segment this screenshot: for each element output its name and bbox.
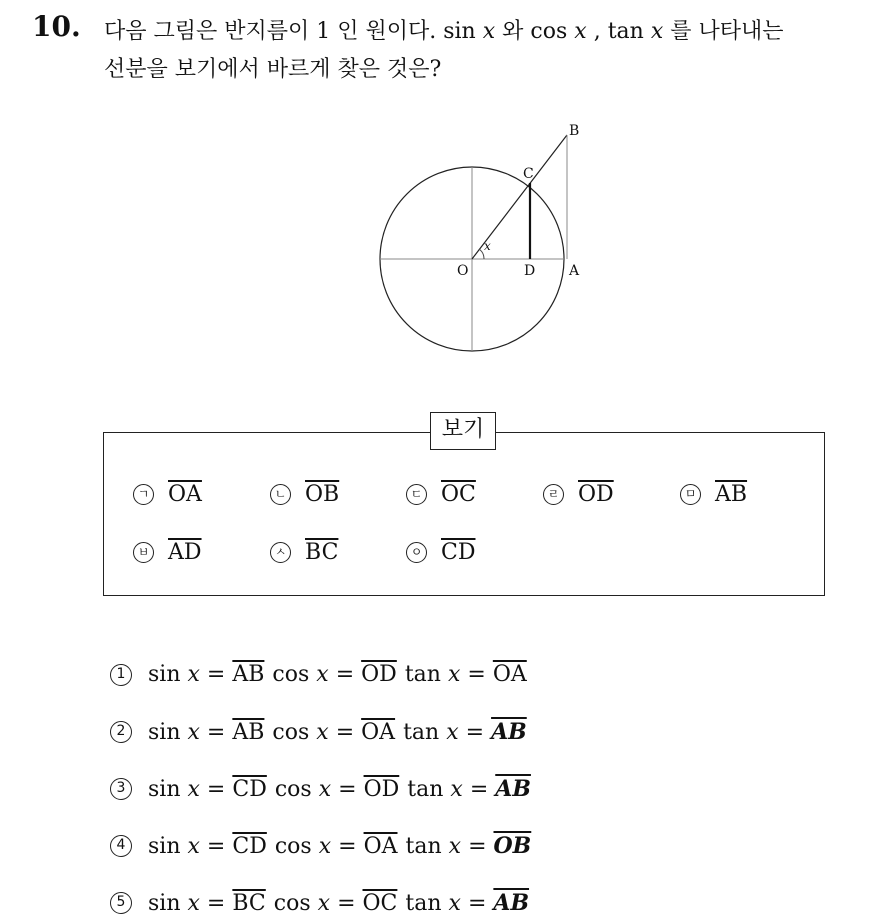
choice-number: 3: [110, 778, 132, 800]
option-segment: $\overline{AD}$: [168, 540, 202, 565]
bogi-option-bieup: [133, 540, 202, 565]
tan-fn: tan: [404, 662, 441, 687]
cos-fn: cos: [274, 833, 312, 859]
option-marker: ㅇ: [406, 542, 427, 563]
option-marker: ㄹ: [543, 484, 564, 505]
cos-fn: cos: [273, 890, 311, 916]
sin-fn: sin: [148, 719, 181, 745]
cos-segment: $\overline{OC}$: [362, 890, 398, 916]
sin-fn: sin: [148, 833, 181, 859]
sin-fn: sin: [148, 776, 181, 802]
answer-choice-4[interactable]: [110, 833, 531, 859]
var-x: x: [450, 776, 463, 802]
tan-fn: tan: [607, 19, 644, 44]
cos-segment: $\overline{OA}$: [363, 833, 398, 859]
equals: =: [206, 833, 226, 859]
equals: =: [338, 776, 357, 802]
var-x: x: [317, 890, 331, 916]
option-marker: ㅂ: [133, 542, 154, 563]
var-x: x: [316, 662, 329, 687]
question-text-line-2: 선분을 보기에서 바르게 찾은 것은?: [104, 57, 442, 82]
option-marker: ㄴ: [270, 484, 291, 505]
label-C: C: [523, 166, 534, 182]
comma: ,: [593, 19, 601, 44]
tan-fn: tan: [405, 890, 442, 916]
bogi-option-mieum: [680, 482, 747, 507]
equals: =: [335, 662, 355, 687]
var-x: x: [318, 833, 332, 859]
bogi-option-nieun: [270, 482, 339, 507]
label-A: A: [569, 263, 580, 279]
var-x: x: [187, 776, 200, 802]
bogi-option-rieul: [543, 482, 614, 507]
question-suffix: 를 나타내는: [670, 19, 784, 44]
bogi-box: [103, 432, 825, 596]
var-x: x: [187, 662, 200, 687]
cos-fn: cos: [272, 662, 310, 687]
unit-circle-figure: [360, 115, 600, 364]
option-segment: $\overline{AB}$: [715, 482, 748, 507]
unit-circle-svg: [360, 115, 600, 360]
option-segment: $\overline{CD}$: [441, 540, 476, 565]
equals: =: [206, 662, 226, 687]
equals: =: [335, 719, 355, 745]
tan-fn: tan: [405, 833, 442, 859]
option-segment: $\overline{OC}$: [441, 482, 476, 507]
var-x: x: [574, 19, 587, 44]
cos-segment: $\overline{OD}$: [361, 662, 397, 687]
cos-segment: $\overline{OD}$: [363, 776, 400, 802]
equals: =: [206, 890, 226, 916]
bogi-option-digeut: [406, 482, 476, 507]
equals: =: [469, 776, 489, 802]
option-segment: $\overline{OB}$: [305, 482, 340, 507]
question-number: 10.: [32, 10, 81, 43]
option-segment: $\overline{OA}$: [168, 482, 202, 507]
choice-number: 5: [110, 892, 132, 914]
choice-number: 1: [110, 664, 132, 686]
var-x: x: [446, 719, 459, 745]
angle-label-x: x: [484, 239, 491, 253]
var-x: x: [482, 19, 496, 44]
option-marker: ㄷ: [406, 484, 427, 505]
tan-segment: $\overline{AB}$: [491, 719, 527, 745]
var-x: x: [316, 719, 329, 745]
tan-segment: $\overline{OA}$: [492, 662, 527, 687]
bogi-option-siot: [270, 540, 338, 565]
cos-segment: $\overline{OA}$: [361, 719, 396, 745]
bogi-option-ieung: [406, 540, 475, 565]
var-x: x: [187, 719, 200, 745]
var-x: x: [318, 776, 332, 802]
label-O: O: [457, 263, 469, 279]
option-marker: ㅅ: [270, 542, 291, 563]
equals: =: [337, 890, 356, 916]
var-x: x: [448, 890, 461, 916]
cos-fn: cos: [272, 719, 310, 745]
var-x: x: [650, 19, 664, 44]
question-prefix: 다음 그림은 반지름이 1 인 원이다.: [104, 19, 437, 44]
tan-fn: tan: [403, 719, 440, 745]
tan-segment: $\overline{AB}$: [495, 776, 531, 802]
option-marker: ㄱ: [133, 484, 154, 505]
equals: =: [465, 719, 485, 745]
var-x: x: [448, 833, 462, 859]
sin-segment: $\overline{CD}$: [232, 833, 267, 859]
option-segment: $\overline{OD}$: [578, 482, 614, 507]
sin-segment: $\overline{AB}$: [232, 662, 265, 687]
var-x: x: [187, 833, 200, 859]
label-D: D: [524, 263, 536, 279]
var-x: x: [187, 890, 200, 916]
sin-fn: sin: [148, 890, 181, 916]
sin-segment: $\overline{BC}$: [232, 890, 266, 916]
tan-segment: $\overline{AB}$: [493, 890, 530, 916]
equals: =: [338, 833, 357, 859]
equals: =: [206, 776, 226, 802]
sin-fn: sin: [443, 19, 476, 44]
choice-number: 4: [110, 835, 132, 857]
label-B: B: [569, 123, 580, 139]
sin-segment: $\overline{CD}$: [232, 776, 267, 802]
answer-choice-5[interactable]: [110, 890, 529, 916]
equals: =: [467, 662, 486, 687]
sin-segment: $\overline{AB}$: [232, 719, 265, 745]
question-text-line-1: [104, 14, 784, 45]
tan-segment: $\overline{OB}$: [493, 833, 532, 859]
conj-wa: 와: [502, 19, 524, 44]
choice-number: 2: [110, 721, 132, 743]
tan-fn: tan: [407, 776, 444, 802]
answer-choice-3[interactable]: [110, 776, 531, 802]
var-x: x: [447, 662, 461, 687]
answer-choice-1[interactable]: [110, 662, 527, 687]
equals: =: [206, 719, 226, 745]
answer-choice-2[interactable]: [110, 719, 527, 745]
cos-fn: cos: [530, 19, 568, 44]
bogi-title: 보기: [430, 412, 496, 450]
equals: =: [468, 833, 487, 859]
option-marker: ㅁ: [680, 484, 701, 505]
equals: =: [467, 890, 487, 916]
bogi-option-giyeok: [133, 482, 202, 507]
cos-fn: cos: [274, 776, 312, 802]
sin-fn: sin: [148, 662, 181, 687]
option-segment: $\overline{BC}$: [305, 540, 339, 565]
